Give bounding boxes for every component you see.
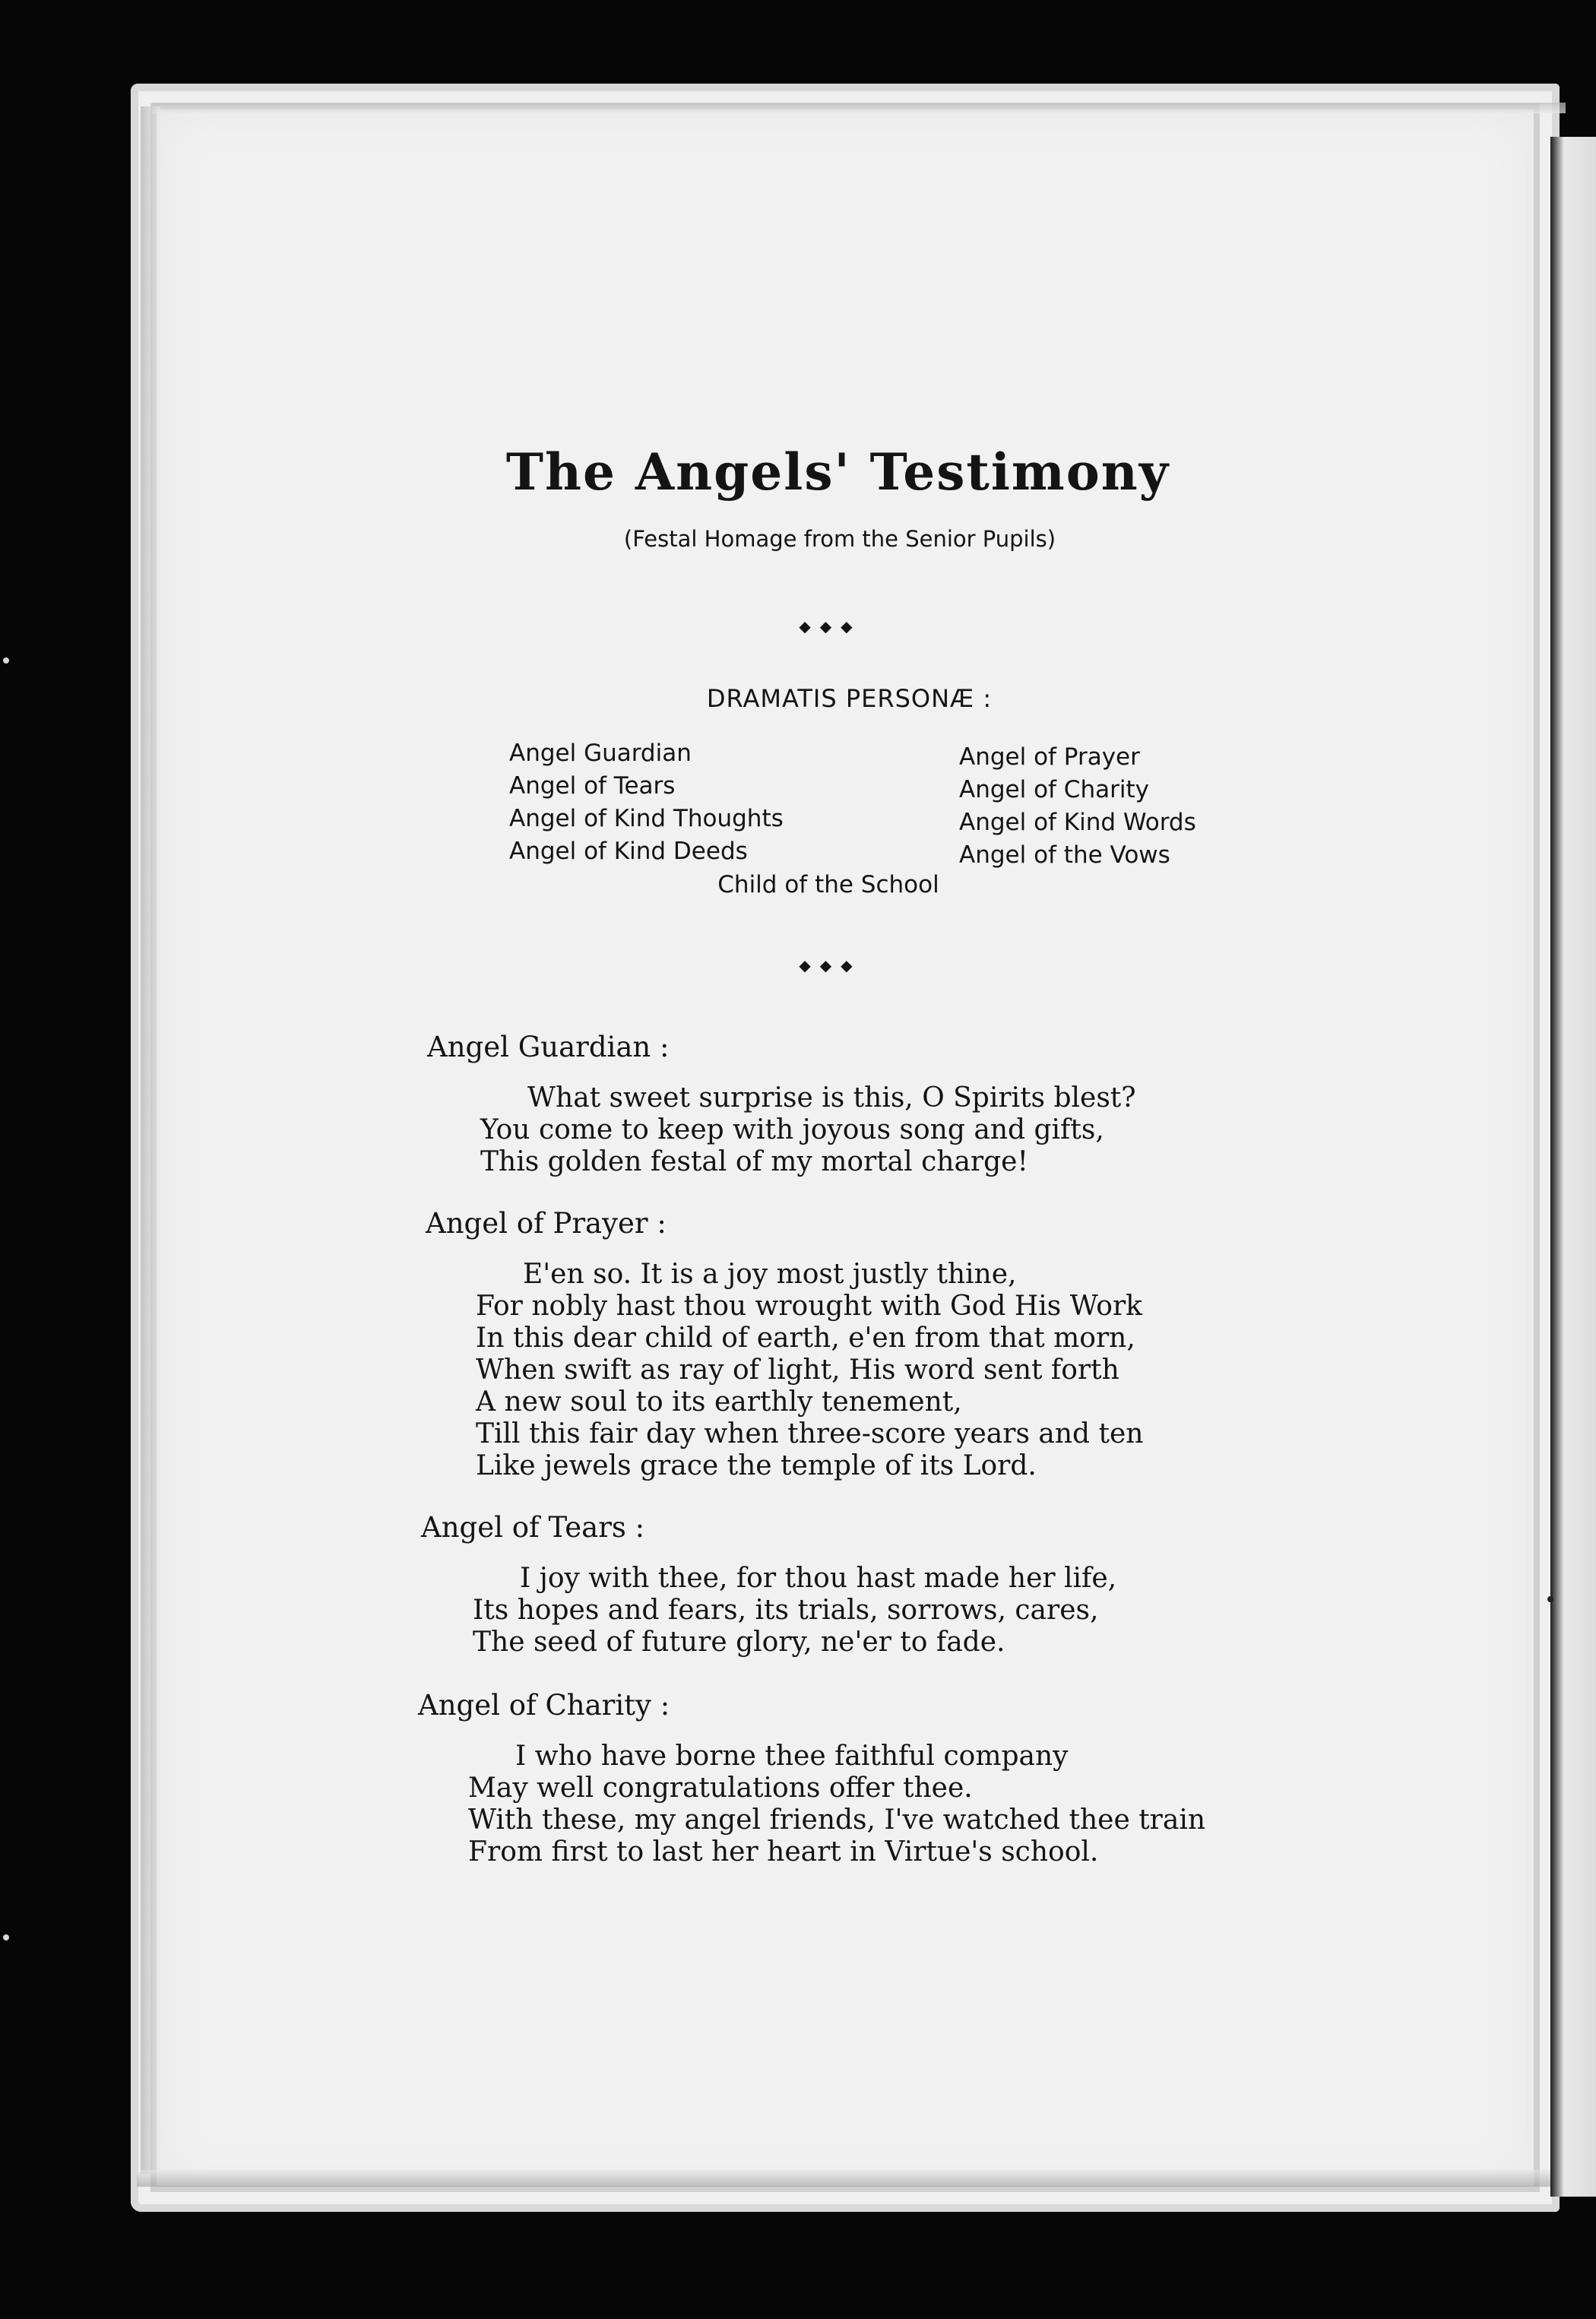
verse-line: In this dear child of earth, e'en from that morn, [476,1323,1135,1354]
page-subtitle: (Festal Homage from the Senior Pupils) [623,526,1056,552]
verse-line: Its hopes and fears, its trials, sorrows, cares, [473,1595,1099,1626]
cast-member: Angel of Charity [959,776,1149,803]
dust-speck [1547,1596,1553,1602]
cast-member: Angel of Kind Words [959,809,1196,836]
dust-speck [3,1934,9,1940]
verse-block [476,1259,1143,1482]
verse-block [480,1082,1136,1178]
cast-member: Angel of Prayer [959,743,1140,771]
page-title: The Angels' Testimony [505,442,1170,502]
paper-bottom-edge [137,2170,1550,2187]
speaker-name: Angel Guardian : [427,1031,670,1063]
verse-line: May well congratulations offer thee. [468,1773,973,1804]
paper-left-edge [141,106,160,2174]
verse-line: For nobly hast thou wrought with God His Work [476,1291,1142,1322]
cast-list-left [509,737,784,868]
cast-member: Angel of the Vows [959,841,1170,869]
verse-line: You come to keep with joyous song and gifts, [480,1114,1104,1145]
speaker-name: Angel of Prayer : [426,1207,667,1240]
dust-speck [3,657,9,664]
verse-line: From first to last her heart in Virtue's school. [468,1836,1099,1868]
verse-line: With these, my angel friends, I've watched thee train [468,1804,1206,1836]
verse-line: E'en so. It is a joy most justly thine, [523,1259,1017,1290]
cast-member: Angel of Kind Thoughts [509,805,784,832]
verse-line: Till this fair day when three-score years and ten [476,1418,1144,1449]
cast-member: Angel of Kind Deeds [509,838,748,865]
verse-line: I joy with thee, for thou hast made her life, [520,1563,1117,1594]
cast-list-right [959,741,1196,872]
speaker-name: Angel of Tears : [421,1511,645,1544]
cast-member: Angel Guardian [509,740,692,767]
verse-line: I who have borne thee faithful company [515,1741,1069,1772]
verse-line: The seed of future glory, ne'er to fade. [473,1627,1005,1658]
verse-line: Like jewels grace the temple of its Lord. [476,1450,1037,1481]
verse-block [473,1563,1116,1658]
verse-line: A new soul to its earthly tenement, [476,1386,962,1418]
cast-member-center: Child of the School [717,871,939,898]
dramatis-personae-heading: DRAMATIS PERSONÆ : [706,684,993,713]
cast-member: Angel of Tears [509,772,676,800]
verse-line: What sweet surprise is this, O Spirits blest? [527,1082,1136,1114]
verse-line: This golden festal of my mortal charge! [480,1146,1028,1177]
ornament-divider: ◆◆◆ [799,617,862,635]
speaker-name: Angel of Charity : [418,1689,670,1722]
verse-line: When swift as ray of light, His word sent forth [476,1354,1119,1386]
ornament-divider: ◆◆◆ [799,956,862,974]
paper-top-edge [152,103,1566,113]
verse-block [468,1741,1205,1868]
